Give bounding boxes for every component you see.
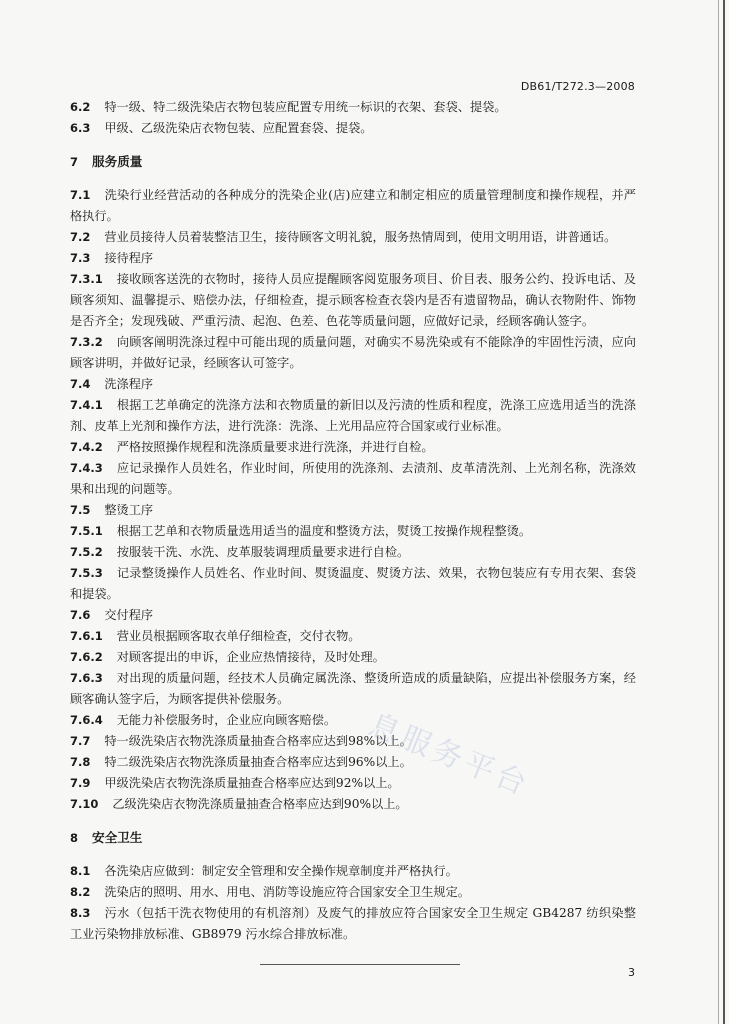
clause-number: 7.5 (70, 503, 91, 517)
clause-text: 营业员根据顾客取衣单仔细检查，交付衣物。 (116, 629, 361, 643)
clause (70, 332, 636, 374)
clause-number: 8.1 (70, 864, 91, 878)
clause-text: 向顾客阐明洗涤过程中可能出现的质量问题，对确实不易洗染或有不能除净的牢固性污渍，应向顾客讲明，并做好记录，经顾客认可签字。 (70, 335, 636, 370)
clause-number: 7.9 (70, 776, 91, 790)
clause-text: 整烫工序 (104, 503, 154, 517)
clause-text: 特二级洗染店衣物洗涤质量抽查合格率应达到96%以上。 (104, 755, 412, 769)
clause-number: 7.5.2 (70, 545, 103, 559)
clause-text: 接待程序 (104, 251, 154, 265)
clause-text: 严格按照操作规程和洗涤质量要求进行洗涤，并进行自检。 (116, 440, 434, 454)
clause-text: 乙级洗染店衣物洗涤质量抽查合格率应达到90%以上。 (112, 797, 408, 811)
clause (70, 861, 636, 882)
clause (70, 374, 636, 395)
watermark: 息服务平台 (363, 707, 535, 804)
clause (70, 269, 636, 332)
clause-text: 根据工艺单确定的洗涤方法和衣物质量的新旧以及污渍的性质和程度，洗涤工应选用适当的洗涤剂、皮革上光剂和操作方法，进行洗涤：洗涤、上光用品应符合国家或行业标准。 (70, 398, 636, 433)
clause-number: 7 (70, 155, 79, 169)
clause-text: 污水（包括干洗衣物使用的有机溶剂）及废气的排放应符合国家安全卫生规定 GB4287 纺织染整工业污染物排放标准、GB8979 污水综合排放标准。 (70, 906, 636, 941)
page-number: 3 (628, 966, 635, 979)
section-heading (70, 827, 636, 849)
standard-code: DB61/T272.3—2008 (520, 80, 635, 93)
section-heading (70, 151, 636, 173)
clause (70, 500, 636, 521)
clause-number: 8.2 (70, 885, 91, 899)
clause-text: 各洗染店应做到：制定安全管理和安全操作规章制度并严格执行。 (104, 864, 458, 878)
clause (70, 248, 636, 269)
clause-number: 7.3.2 (70, 335, 103, 349)
clause-number: 8 (70, 831, 79, 845)
scan-edge (718, 0, 719, 1024)
clause-number: 7.6.1 (70, 629, 103, 643)
clause-text: 交付程序 (104, 608, 154, 622)
clause-text: 对出现的质量问题，经技术人员确定属洗涤、整烫所造成的质量缺陷，应提出补偿服务方案，经顾客确认签字后，为顾客提供补偿服务。 (70, 671, 636, 706)
clause (70, 773, 636, 794)
clause-text: 营业员接待人员着装整洁卫生，接待顾客文明礼貌，服务热情周到，使用文明用语，讲普通话。 (104, 230, 617, 244)
clause (70, 647, 636, 668)
clause (70, 668, 636, 710)
clause-text: 特一级、特二级洗染店衣物包装应配置专用统一标识的衣架、套袋、提袋。 (104, 100, 507, 114)
document-body (70, 97, 636, 945)
clause (70, 626, 636, 647)
clause-text: 记录整烫操作人员姓名、作业时间、熨烫温度、熨烫方法、效果，衣物包装应有专用衣架、套袋和提袋。 (70, 566, 636, 601)
clause-number: 7.4.3 (70, 461, 103, 475)
clause (70, 437, 636, 458)
clause-number: 7.7 (70, 734, 91, 748)
clause-number: 6.3 (70, 121, 91, 135)
clause-number: 7.6.3 (70, 671, 103, 685)
clause-text: 服务质量 (92, 154, 143, 169)
clause (70, 458, 636, 500)
clause (70, 542, 636, 563)
clause-number: 7.4.1 (70, 398, 103, 412)
clause (70, 563, 636, 605)
clause (70, 395, 636, 437)
clause-number: 7.1 (70, 188, 91, 202)
scan-edge (723, 0, 725, 1024)
clause (70, 97, 636, 118)
clause-text: 接收顾客送洗的衣物时，接待人员应提醒顾客阅览服务项目、价目表、服务公约、投诉电话、及顾客须知、温馨提示、赔偿办法，仔细检查，提示顾客检查衣袋内是否有遗留物品，确认衣物附件、饰物是否齐全；发现残破、严重污渍、起泡、色差、色花等质量问题，应做好记录，经顾客确认签字。 (70, 272, 636, 328)
clause (70, 521, 636, 542)
clause-text: 无能力补偿服务时，企业应向顾客赔偿。 (116, 713, 337, 727)
clause (70, 710, 636, 731)
clause-number: 7.5.1 (70, 524, 103, 538)
clause-text: 对顾客提出的申诉，企业应热情接待，及时处理。 (116, 650, 385, 664)
clause-text: 按服装干洗、水洗、皮革服装调理质量要求进行自检。 (116, 545, 410, 559)
clause-number: 8.3 (70, 906, 91, 920)
clause-text: 甲级洗染店衣物洗涤质量抽查合格率应达到92%以上。 (104, 776, 400, 790)
clause (70, 882, 636, 903)
clause-text: 特一级洗染店衣物洗涤质量抽查合格率应达到98%以上。 (104, 734, 412, 748)
clause (70, 731, 636, 752)
footer-rule (260, 964, 460, 965)
clause-text: 安全卫生 (92, 830, 143, 845)
clause-number: 7.8 (70, 755, 91, 769)
clause-number: 6.2 (70, 100, 91, 114)
clause-text: 洗染店的照明、用水、用电、消防等设施应符合国家安全卫生规定。 (104, 885, 470, 899)
clause-number: 7.6.4 (70, 713, 103, 727)
clause-number: 7.6.2 (70, 650, 103, 664)
clause-text: 洗染行业经营活动的各种成分的洗染企业(店)应建立和制定相应的质量管理制度和操作规程，并严格执行。 (70, 188, 636, 223)
clause (70, 794, 636, 815)
clause-text: 应记录操作人员姓名，作业时间，所使用的洗涤剂、去渍剂、皮革清洗剂、上光剂名称，洗涤效果和出现的问题等。 (70, 461, 636, 496)
clause-number: 7.6 (70, 608, 91, 622)
clause-number: 7.4 (70, 377, 91, 391)
clause-number: 7.4.2 (70, 440, 103, 454)
clause (70, 185, 636, 227)
clause (70, 227, 636, 248)
clause (70, 605, 636, 626)
clause-number: 7.3 (70, 251, 91, 265)
clause-text: 洗涤程序 (104, 377, 154, 391)
clause-number: 7.10 (70, 797, 99, 811)
clause-number: 7.5.3 (70, 566, 103, 580)
clause (70, 903, 636, 945)
clause (70, 118, 636, 139)
clause (70, 752, 636, 773)
clause-number: 7.3.1 (70, 272, 103, 286)
clause-text: 根据工艺单和衣物质量选用适当的温度和整烫方法，熨烫工按操作规程整烫。 (116, 524, 532, 538)
clause-number: 7.2 (70, 230, 91, 244)
clause-text: 甲级、乙级洗染店衣物包装、应配置套袋、提袋。 (104, 121, 373, 135)
